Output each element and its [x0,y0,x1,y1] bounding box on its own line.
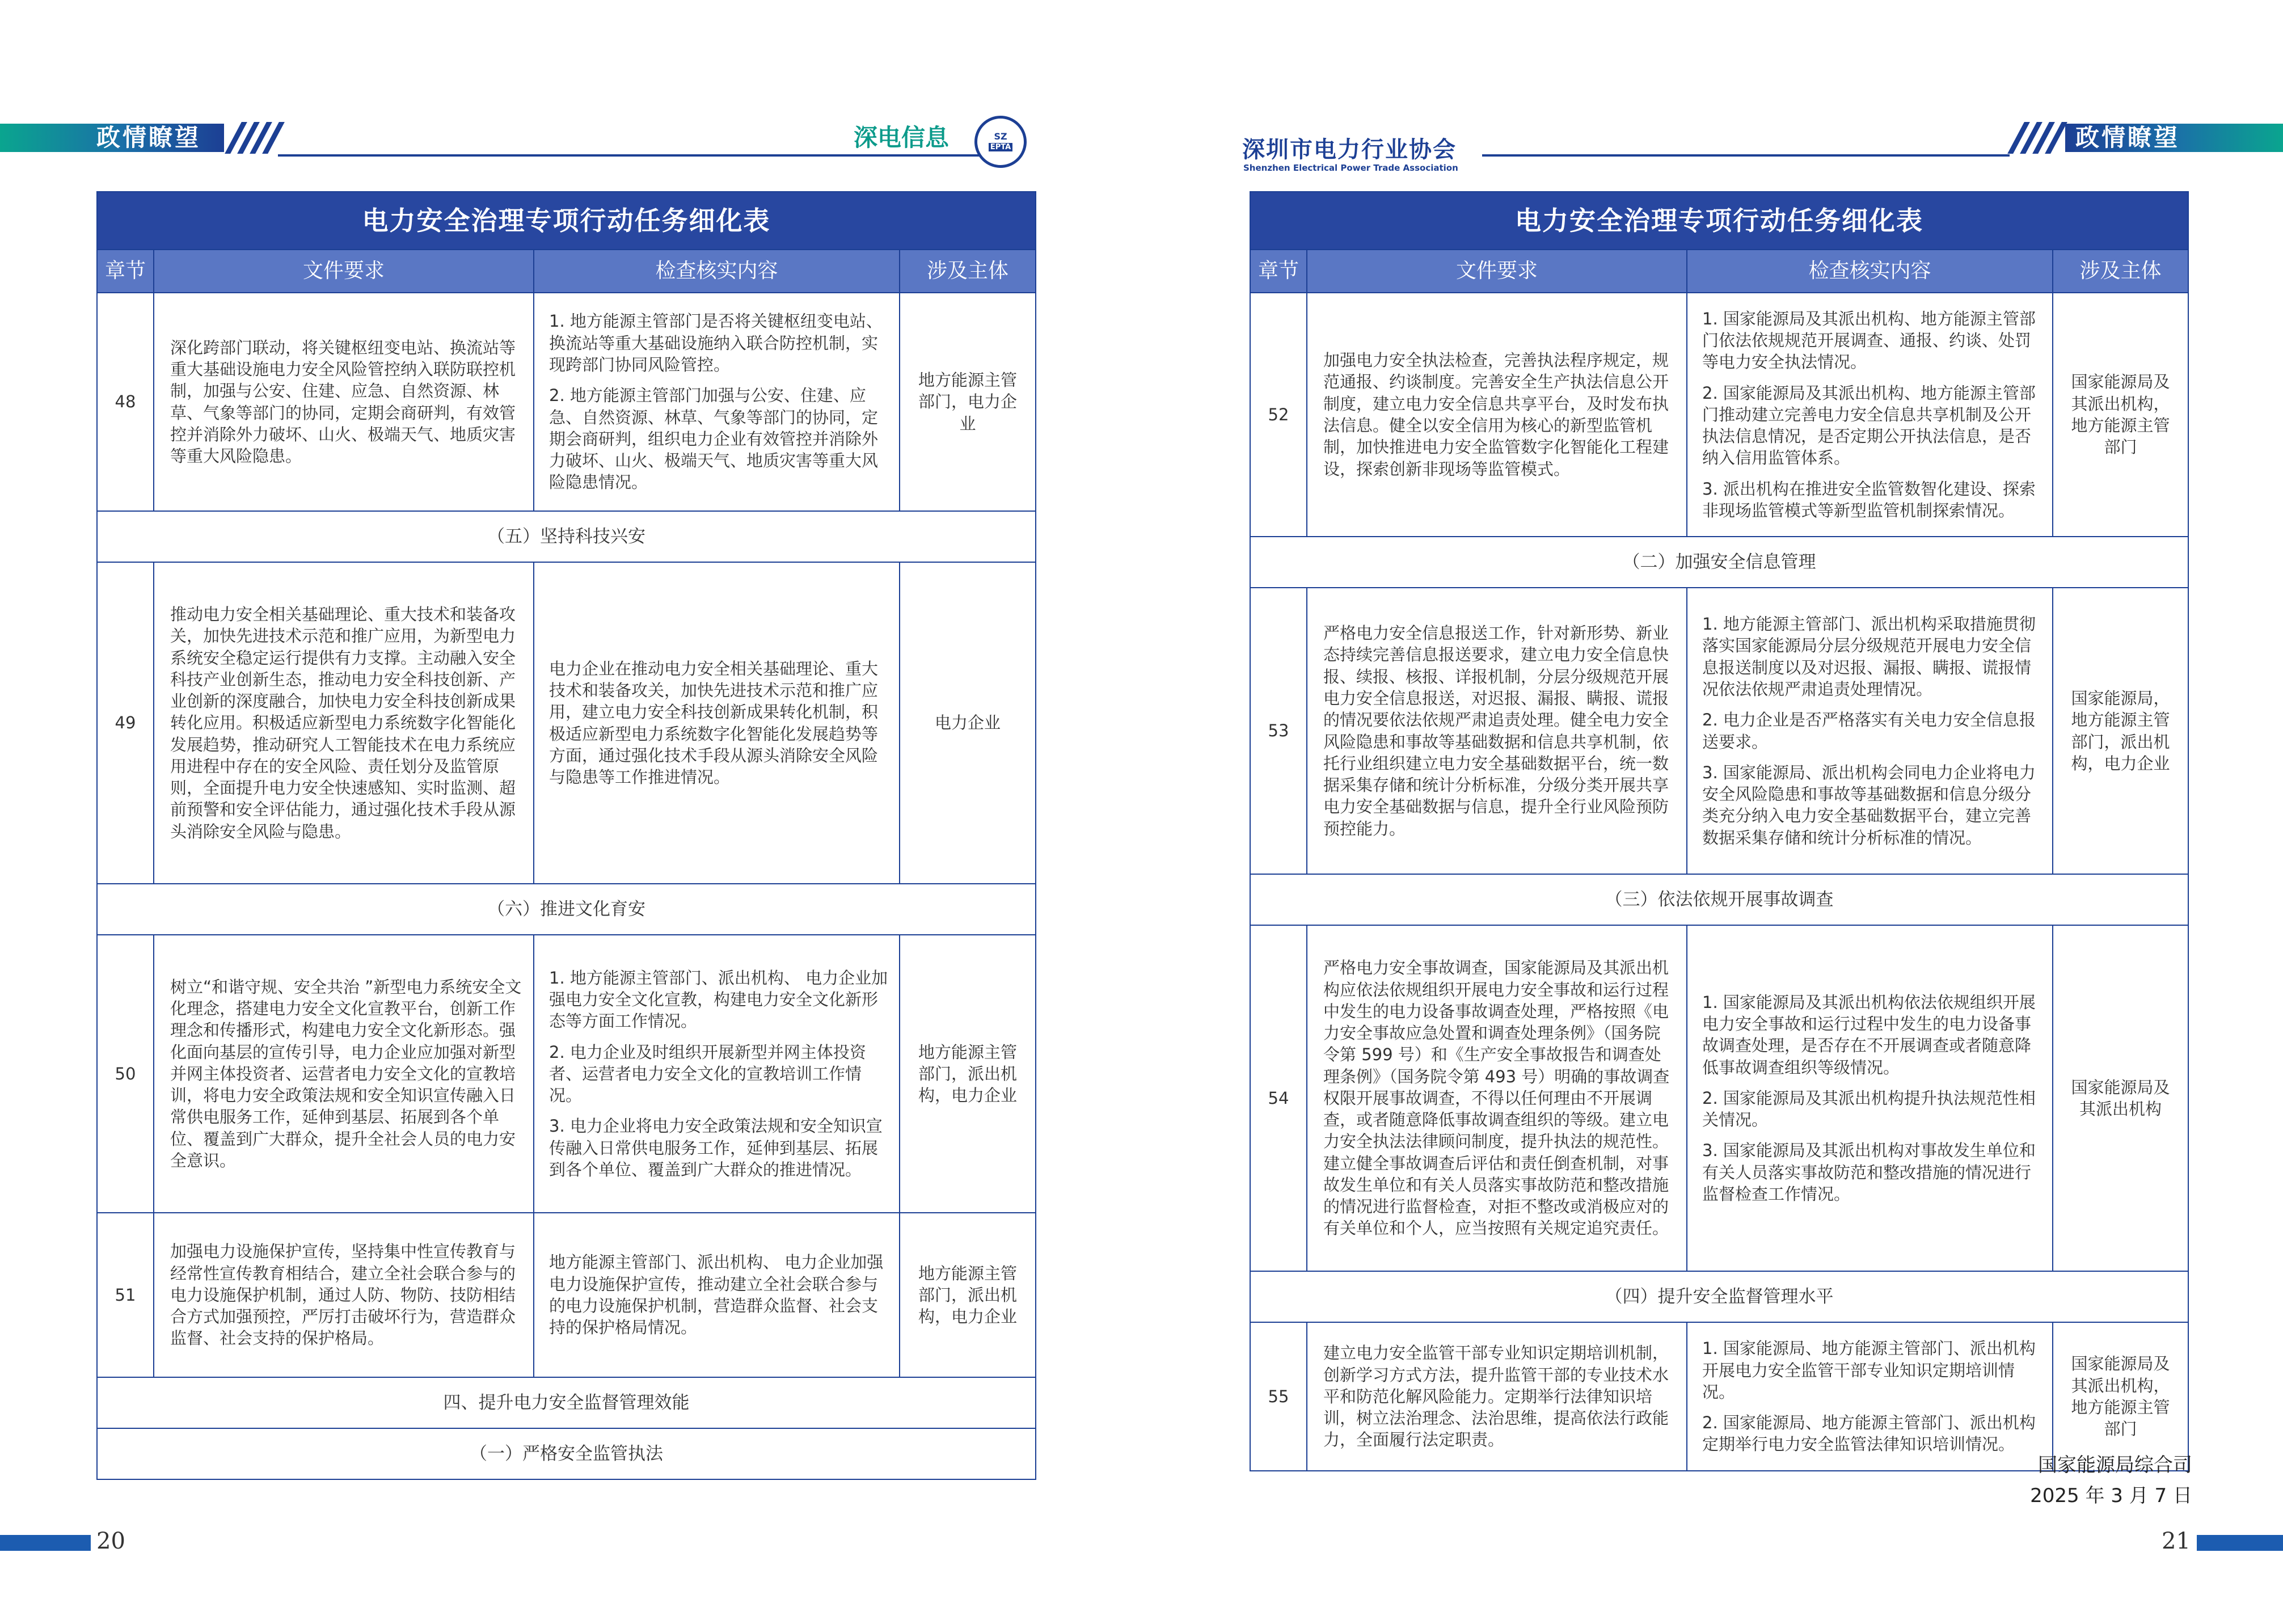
header-slashes-icon [230,122,278,154]
signature-date: 2025 年 3 月 7 日 [2030,1484,2192,1507]
column-header-requirement: 文件要求 [154,250,534,293]
row-requirement: 深化跨部门联动，将关键枢纽变电站、换流站等重大基础设施电力安全风险管控纳入联防联控机制，加强与公安、住建、应急、自然资源、林草、气象等部门的协同，定期会商研判，有效管控并消除外力破坏、山火、极端天气、地质灾害等重大风险隐患。 [154,293,534,511]
check-item: 2. 国家能源局及其派出机构提升执法规范性相关情况。 [1702,1088,2036,1130]
row-number: 52 [1250,293,1307,537]
column-header-subject: 涉及主体 [2053,250,2188,293]
section-row [97,1377,1036,1428]
left-page [0,0,1141,1624]
header-slashes-icon [2012,122,2061,154]
check-item: 电力企业在推动电力安全相关基础理论、重大技术和装备攻关，加快先进技术示范和推广应用，建立电力安全科技创新成果转化机制，积极适应新型电力系统数字化智能化发展趋势等方面，通过强化技术手段从源头消除安全风险与隐患等工作推进情况。 [549,659,879,787]
task-table-right [1250,191,2189,1471]
row-subject: 地方能源主管部门，派出机构，电力企业 [900,1213,1036,1377]
row-check [1687,293,2053,537]
column-header-subject: 涉及主体 [900,250,1036,293]
row-requirement: 建立电力安全监管干部专业知识定期培训机制，创新学习方式方法，提升监管干部的专业技术水平和防范化解风险能力。定期举行法律知识培训，树立法治理念、法治思维，提高依法行政能力，全面履行法定职责。 [1307,1322,1687,1471]
section-row [1250,537,2188,588]
row-check [1687,588,2053,874]
section-row [1250,874,2188,925]
association-name: 深圳市电力行业协会 [1242,137,1457,163]
section-row [97,884,1036,935]
header-label: 政情瞭望 [2075,124,2180,151]
column-header-requirement: 文件要求 [1307,250,1687,293]
section-heading: （五）坚持科技兴安 [97,511,1036,562]
row-check [534,562,900,884]
row-subject: 国家能源局及其派出机构 [2053,925,2188,1271]
row-subject: 国家能源局及其派出机构，地方能源主管部门 [2053,1322,2188,1471]
check-item: 2. 国家能源局及其派出机构、地方能源主管部门推动建立完善电力安全信息共享机制及公开执法信息情况，是否定期公开执法信息，是否纳入信用监管体系。 [1702,383,2036,468]
header-rule [278,154,981,157]
row-requirement: 严格电力安全信息报送工作，针对新形势、新业态持续完善信息报送要求，建立电力安全信息快报、续报、核报、详报机制，分层分级规范开展电力安全信息报送，对迟报、漏报、瞒报、谎报的情况要依法依规严肃追责处理。健全电力安全风险隐患和事故等基础数据和信息共享机制，依托行业组织建立电力安全基础数据平台，统一数据采集存储和统计分析标准，分级分类开展共享电力安全基础数据与信息，提升全行业风险预防预控能力。 [1307,588,1687,874]
check-item: 3. 派出机构在推进安全监管数智化建设、探索非现场监管模式等新型监管机制探索情况。 [1702,479,2036,520]
brand-title: 深电信息 [854,124,950,151]
signature-org: 国家能源局综合司 [2038,1454,2192,1477]
row-subject: 地方能源主管部门，派出机构，电力企业 [900,935,1036,1213]
section-heading: （六）推进文化育安 [97,884,1036,935]
check-item: 2. 国家能源局、地方能源主管部门、派出机构定期举行电力安全监管法律知识培训情况。 [1702,1413,2036,1454]
row-requirement: 树立“和谐守规、安全共治 ”新型电力系统安全文化理念，搭建电力安全文化宣教平台，创新工作理念和传播形式，构建电力安全文化新形态。强化面向基层的宣传引导，电力企业应加强对新型并网主体投资者、运营者电力安全文化的宣教培训，将电力安全政策法规和安全知识宣传融入日常供电服务工作，延伸到基层、拓展到各个单位、覆盖到广大群众，提升全社会人员的电力安全意识。 [154,935,534,1213]
row-check [1687,1322,2053,1471]
right-page [1142,0,2283,1624]
header-rule [1482,154,2010,157]
row-requirement: 严格电力安全事故调查，国家能源局及其派出机构应依法依规组织开展电力安全事故和运行过程中发生的电力设备事故调查处理，严格按照《电力安全事故应急处置和调查处理条例》（国务院令第 599 号）和《生产安全事故报告和调查处理条例》（国务院令第 493 号）明确的事故调查权限开展事故调查，不得以任何理由不开展调查，或者随意降低事故调查组织的等级。建立电力安全执法法律顾问制度，提升执法的规范性。建立健全事故调查后评估和责任倒查机制，对事故发生单位和有关人员落实事故防范和整改措施的情况进行监督检查，对拒不整改或消极应对的有关单位和个人，应当按照有关规定追究责任。 [1307,925,1687,1271]
check-item: 2. 电力企业及时组织开展新型并网主体投资者、运营者电力安全文化的宣教培训工作情况。 [549,1042,866,1106]
table-row [1250,1322,2188,1471]
table-row [1250,588,2188,874]
row-number: 54 [1250,925,1307,1271]
check-item: 1. 国家能源局及其派出机构依法依规组织开展电力安全事故和运行过程中发生的电力设备事故调查处理，是否存在不开展调查或者随意降低事故调查组织等级情况。 [1702,992,2036,1077]
section-heading: （二）加强安全信息管理 [1250,537,2188,588]
row-subject: 国家能源局，地方能源主管部门，派出机构，电力企业 [2053,588,2188,874]
column-header-chapter: 章节 [97,250,154,293]
check-item: 1. 国家能源局、地方能源主管部门、派出机构开展电力安全监管干部专业知识定期培训情况。 [1702,1339,2036,1402]
row-requirement: 加强电力安全执法检查，完善执法程序规定，规范通报、约谈制度。完善安全生产执法信息公开制度，建立电力安全信息共享平台，及时发布执法信息。健全以安全信用为核心的新型监管机制，加快推进电力安全监管数字化智能化工程建设，探索创新非现场等监管模式。 [1307,293,1687,537]
association-logo-icon: SZ EPTA [974,116,1027,168]
column-header-check: 检查核实内容 [534,250,900,293]
row-number: 49 [97,562,154,884]
check-item: 地方能源主管部门、派出机构、 电力企业加强电力设施保护宣传，推动建立全社会联合参与的电力设施保护机制，营造群众监督、社会支持的保护格局情况。 [549,1252,884,1338]
table-row [97,935,1036,1213]
section-heading: （三）依法依规开展事故调查 [1250,874,2188,925]
table-row [1250,925,2188,1271]
row-number: 55 [1250,1322,1307,1471]
check-item: 3. 电力企业将电力安全政策法规和安全知识宣传融入日常供电服务工作，延伸到基层、拓展到各个单位、覆盖到广大群众的推进情况。 [549,1116,883,1179]
table-row [97,562,1036,884]
section-row [1250,1271,2188,1322]
check-item: 2. 地方能源主管部门加强与公安、住建、应急、自然资源、林草、气象等部门的协同，定期会商研判，组织电力企业有效管控并消除外力破坏、山火、极端天气、地质灾害等重大风险隐患情况。 [549,386,879,492]
table-row [97,1213,1036,1377]
table-row [97,293,1036,511]
column-header-check: 检查核实内容 [1687,250,2053,293]
row-number: 50 [97,935,154,1213]
task-table-left [96,191,1036,1480]
row-subject: 国家能源局及其派出机构，地方能源主管部门 [2053,293,2188,537]
page-number: 21 [2162,1528,2191,1554]
check-item: 3. 国家能源局、派出机构会同电力企业将电力安全风险隐患和事故等基础数据和信息分级分类充分纳入电力安全基础数据平台，建立完善数据采集存储和统计分析标准的情况。 [1702,762,2036,847]
check-item: 1. 地方能源主管部门、派出机构采取措施贯彻落实国家能源局分层分级规范开展电力安全信息报送制度以及对迟报、漏报、瞒报、谎报情况依法依规严肃追责处理情况。 [1702,614,2036,699]
table-title: 电力安全治理专项行动任务细化表 [97,192,1036,250]
section-heading: 四、提升电力安全监督管理效能 [97,1377,1036,1428]
row-check [1687,925,2053,1271]
header-label: 政情瞭望 [96,124,201,151]
table-row [1250,293,2188,537]
association-name-english: Shenzhen Electrical Power Trade Association [1243,163,1458,173]
check-item: 3. 国家能源局及其派出机构对事故发生单位和有关人员落实事故防范和整改措施的情况进行监督检查工作情况。 [1702,1141,2036,1204]
footer-bar [2197,1535,2283,1551]
section-row [97,511,1036,562]
row-subject: 电力企业 [900,562,1036,884]
row-number: 48 [97,293,154,511]
check-item: 1. 地方能源主管部门是否将关键枢纽变电站、换流站等重大基础设施纳入联合防控机制，实现跨部门协同风险管控。 [549,311,883,374]
section-row [97,1428,1036,1479]
check-item: 1. 国家能源局及其派出机构、地方能源主管部门依法依规规范开展调查、通报、约谈、处罚等电力安全执法情况。 [1702,309,2036,372]
row-number: 51 [97,1213,154,1377]
row-check [534,1213,900,1377]
footer-bar [0,1535,91,1551]
row-requirement: 推动电力安全相关基础理论、重大技术和装备攻关，加快先进技术示范和推广应用，为新型电力系统安全稳定运行提供有力支撑。主动融入安全科技产业创新生态，推动电力安全科技创新、产业创新的深度融合，加快电力安全科技创新成果转化应用。积极适应新型电力系统数字化智能化发展趋势，推动研究人工智能技术在电力系统应用进程中存在的安全风险、责任划分及监管原则，全面提升电力安全快速感知、实时监测、超前预警和安全评估能力，通过强化技术手段从源头消除安全风险与隐患。 [154,562,534,884]
row-check [534,293,900,511]
table-title: 电力安全治理专项行动任务细化表 [1250,192,2188,250]
section-heading: （四）提升安全监督管理水平 [1250,1271,2188,1322]
page-number: 20 [96,1528,125,1554]
check-item: 1. 地方能源主管部门、派出机构、 电力企业加强电力安全文化宣教，构建电力安全文化新形态等方面工作情况。 [549,968,888,1031]
column-header-chapter: 章节 [1250,250,1307,293]
row-subject: 地方能源主管部门，电力企业 [900,293,1036,511]
row-check [534,935,900,1213]
section-heading: （一）严格安全监管执法 [97,1428,1036,1479]
row-requirement: 加强电力设施保护宣传，坚持集中性宣传教育与经常性宣传教育相结合，建立全社会联合参与的电力设施保护机制，通过人防、物防、技防相结合方式加强预控，严厉打击破坏行为，营造群众监督、社会支持的保护格局。 [154,1213,534,1377]
check-item: 2. 电力企业是否严格落实有关电力安全信息报送要求。 [1702,710,2036,752]
row-number: 53 [1250,588,1307,874]
